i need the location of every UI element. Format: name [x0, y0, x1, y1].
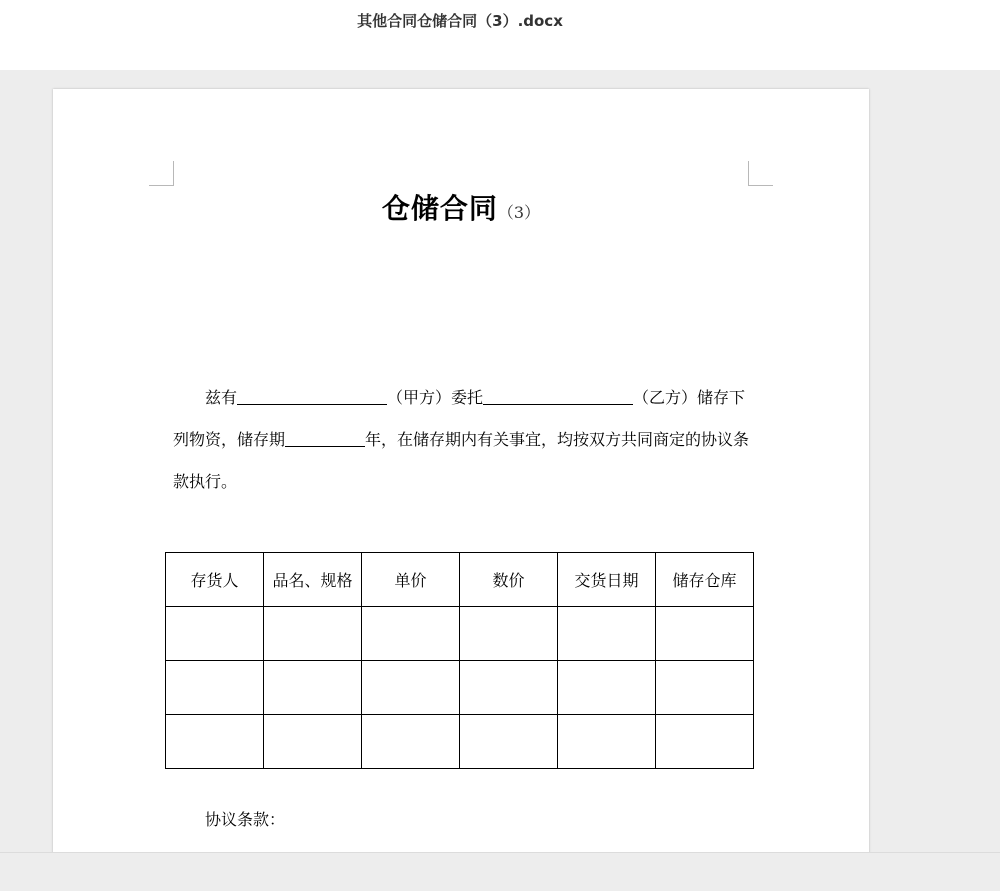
- party-b-blank: [483, 386, 633, 405]
- header-name-spec: 品名、规格: [264, 553, 362, 607]
- title-text: 仓储合同: [381, 192, 498, 225]
- table-cell: [656, 661, 754, 715]
- table-cell: [264, 661, 362, 715]
- paragraph-part-4: 年，在储存期内有关事宜，均按双方共同商定的协议条款执行。: [173, 430, 750, 491]
- paragraph-part-3: （乙方）储存下列物资，储存期: [173, 388, 746, 449]
- table-cell: [656, 607, 754, 661]
- header-depositor: 存货人: [166, 553, 264, 607]
- header-quantity-price: 数价: [460, 553, 558, 607]
- document-viewer[interactable]: [0, 70, 1000, 852]
- storage-period-blank: [285, 428, 365, 447]
- file-title: 其他合同仓储合同（3）.docx: [357, 12, 563, 30]
- crop-mark-top-left: [149, 161, 174, 186]
- table-cell: [264, 715, 362, 769]
- table-cell: [166, 661, 264, 715]
- table-cell: [558, 607, 656, 661]
- table-header-row: [166, 553, 754, 607]
- header-unit-price: 单价: [362, 553, 460, 607]
- table-cell: [166, 715, 264, 769]
- title-bar: [0, 0, 1000, 70]
- clauses-label: 协议条款：: [205, 810, 286, 829]
- table-cell: [558, 715, 656, 769]
- party-a-blank: [237, 386, 387, 405]
- intro-paragraph: [173, 377, 753, 503]
- table-row: [166, 661, 754, 715]
- table-cell: [460, 715, 558, 769]
- table-cell: [460, 661, 558, 715]
- table-cell: [460, 607, 558, 661]
- header-warehouse: 储存仓库: [656, 553, 754, 607]
- paragraph-part-1: 兹有: [205, 388, 238, 407]
- goods-table: [165, 552, 754, 769]
- document-title: [53, 187, 869, 227]
- document-page: [53, 89, 869, 852]
- table-row: [166, 607, 754, 661]
- bottom-bar: [0, 852, 1000, 891]
- table-cell: [362, 607, 460, 661]
- table-cell: [264, 607, 362, 661]
- paragraph-part-2: （甲方）委托: [387, 388, 484, 407]
- table-cell: [362, 661, 460, 715]
- crop-mark-top-right: [748, 161, 773, 186]
- table-cell: [558, 661, 656, 715]
- table-row: [166, 715, 754, 769]
- table-cell: [362, 715, 460, 769]
- table-cell: [166, 607, 264, 661]
- title-suffix: （3）: [497, 203, 541, 222]
- table-cell: [656, 715, 754, 769]
- header-delivery-date: 交货日期: [558, 553, 656, 607]
